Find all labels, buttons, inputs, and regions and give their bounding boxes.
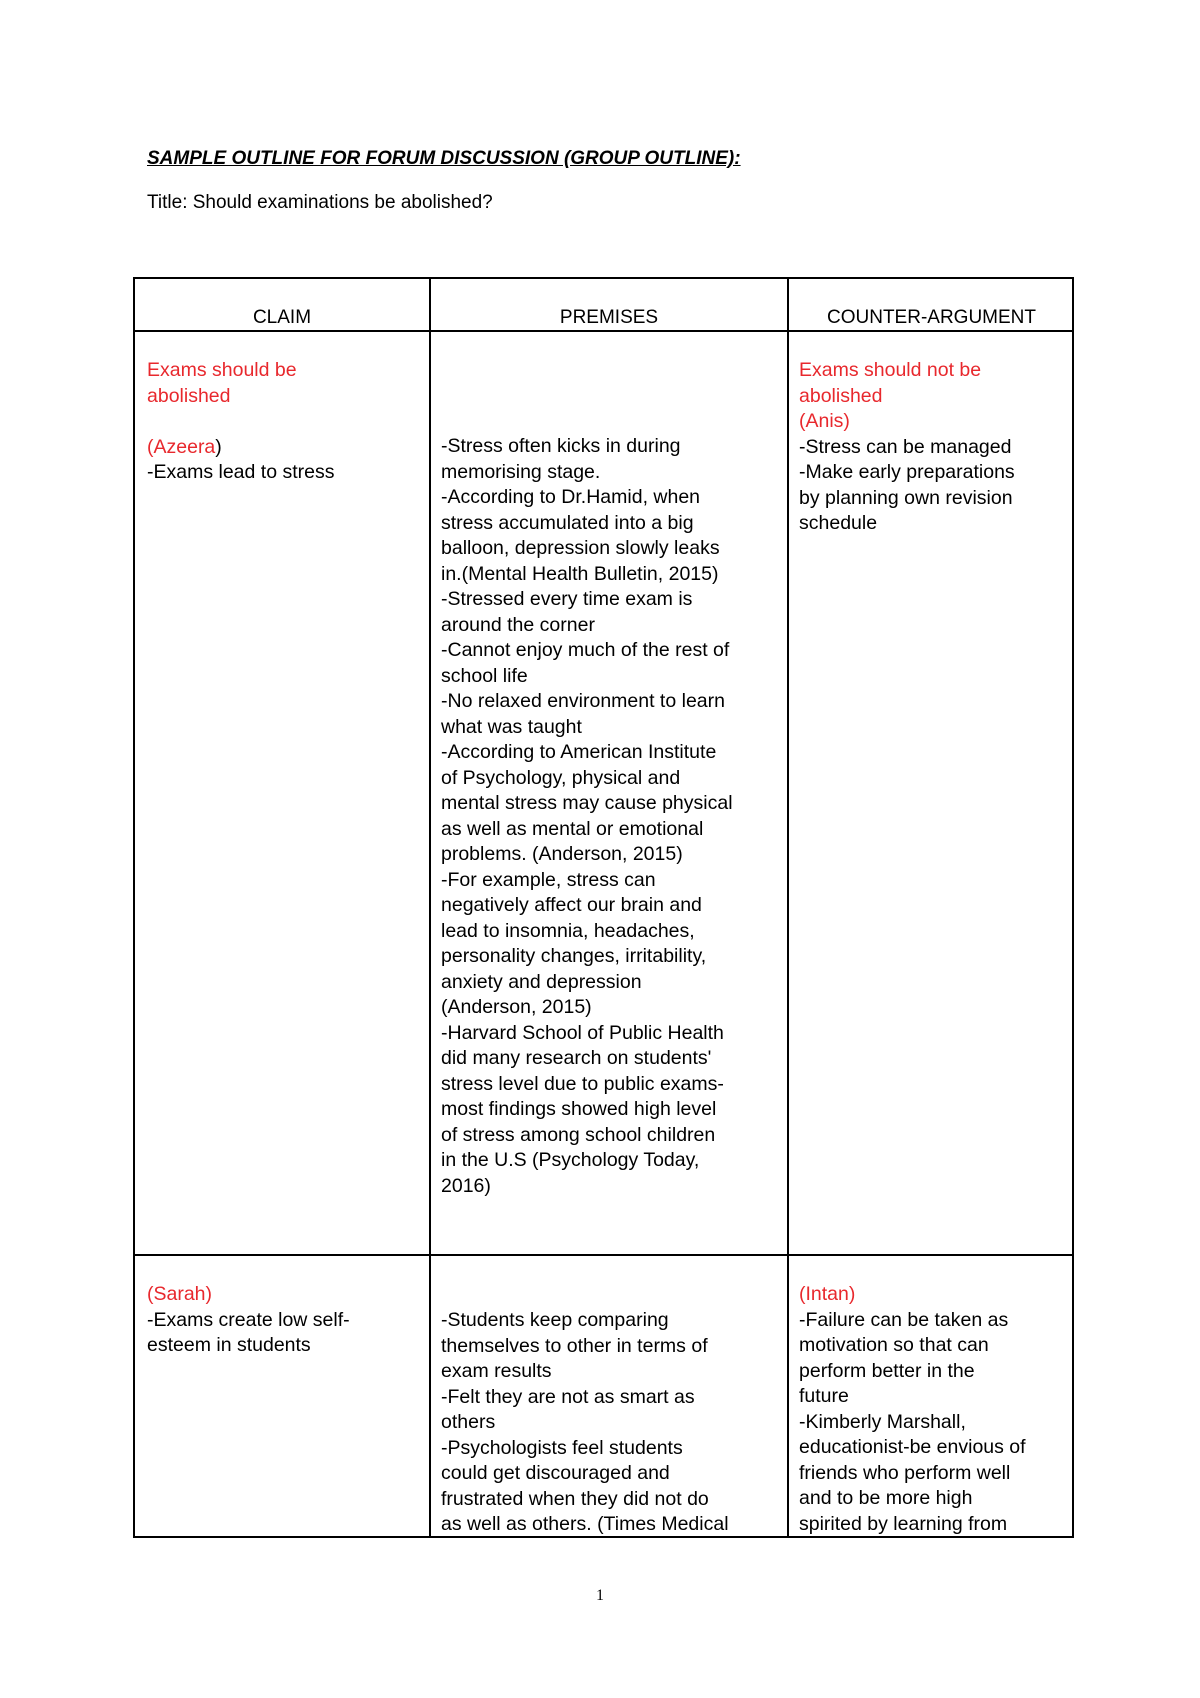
author-paren: ) [215, 435, 222, 458]
author-name: (Azeera [147, 435, 216, 458]
row-divider [135, 1254, 1072, 1256]
text-line: -No relaxed environment to learn [441, 690, 725, 712]
text-line: of Psychology, physical and [441, 766, 681, 789]
text-line: -For example, stress can [441, 868, 656, 891]
document-title: Title: Should examinations be abolished? [147, 192, 493, 213]
row1-claim-cell [147, 358, 334, 486]
text-line: problems. (Anderson, 2015) [441, 843, 683, 865]
text-line: stress level due to public exams- [441, 1072, 724, 1095]
text-line: frustrated when they did not do [441, 1487, 709, 1510]
text-line: negatively affect our brain and [441, 894, 702, 916]
claim-points [147, 1308, 350, 1359]
text-line: did many research on students' [441, 1047, 712, 1069]
text-line: -Stress can be managed [799, 435, 1012, 458]
text-line: schedule [799, 512, 878, 534]
text-line: -Exams create low self- [147, 1308, 350, 1331]
claim-stance: Exams should be [147, 359, 297, 381]
text-line: -Failure can be taken as [799, 1308, 1009, 1331]
text-line: perform better in the [799, 1359, 975, 1382]
text-line: stress accumulated into a big [441, 511, 694, 534]
text-line: school life [441, 664, 528, 687]
text-line: spirited by learning from [799, 1512, 1008, 1535]
outline-table [133, 277, 1074, 1538]
text-line: -According to American Institute [441, 741, 717, 763]
text-line: in the U.S (Psychology Today, [441, 1149, 700, 1171]
document-heading: SAMPLE OUTLINE FOR FORUM DISCUSSION (GROUP OUTLINE): [147, 148, 741, 169]
text-line: most findings showed high level [441, 1098, 717, 1120]
text-line: -Stressed every time exam is [441, 588, 693, 610]
text-line: -Students keep comparing [441, 1309, 669, 1331]
row1-counter-cell [799, 358, 1015, 537]
claim-author: (Sarah) [147, 1283, 213, 1305]
text-line: -Psychologists feel students [441, 1436, 683, 1459]
text-line: what was taught [441, 715, 582, 738]
row2-premises-cell [441, 1308, 729, 1538]
text-line: balloon, depression slowly leaks [441, 537, 720, 559]
text-line: could get discouraged and [441, 1462, 670, 1484]
header-premises: PREMISES [559, 307, 659, 328]
text-line: lead to insomnia, headaches, [441, 919, 695, 942]
text-line: personality changes, irritability, [441, 945, 707, 967]
page-number: 1 [596, 1587, 604, 1604]
text-line: friends who perform well [799, 1461, 1011, 1484]
text-line: and to be more high [799, 1487, 973, 1509]
text-line: as well as mental or emotional [441, 817, 704, 840]
text-line: -Cannot enjoy much of the rest of [441, 639, 730, 661]
counter-stance: Exams should not be [799, 359, 982, 381]
spacer [147, 409, 334, 435]
counter-points [799, 435, 1015, 537]
text-line: (Anderson, 2015) [441, 996, 592, 1018]
text-line: in.(Mental Health Bulletin, 2015) [441, 562, 719, 585]
claim-author [147, 435, 334, 461]
text-line: -According to Dr.Hamid, when [441, 486, 701, 508]
text-line: exam results [441, 1360, 552, 1382]
row1-premises-cell [441, 434, 733, 1199]
text-line: -Make early preparations [799, 461, 1015, 483]
text-line: educationist-be envious of [799, 1436, 1026, 1458]
text-line: anxiety and depression [441, 970, 642, 993]
row2-claim-cell [147, 1282, 350, 1359]
claim-point: -Exams lead to stress [147, 461, 335, 483]
text-line: as well as others. (Times Medical [441, 1513, 729, 1535]
text-line: esteem in students [147, 1334, 311, 1356]
text-line: -Harvard School of Public Health [441, 1021, 724, 1044]
text-line: themselves to other in terms of [441, 1334, 708, 1357]
column-divider [787, 279, 789, 1536]
claim-stance: abolished [147, 384, 231, 407]
text-line: 2016) [441, 1174, 491, 1197]
text-line: -Felt they are not as smart as [441, 1385, 695, 1408]
counter-author: (Intan) [799, 1283, 856, 1305]
counter-stance: abolished [799, 384, 883, 407]
text-line: -Kimberly Marshall, [799, 1410, 966, 1433]
column-divider [429, 279, 431, 1536]
text-line: mental stress may cause physical [441, 792, 733, 814]
text-line: future [799, 1385, 849, 1407]
text-line: around the corner [441, 613, 595, 636]
text-line: memorising stage. [441, 460, 601, 483]
text-line: of stress among school children [441, 1123, 716, 1146]
header-counter-argument: COUNTER-ARGUMENT [827, 307, 1036, 328]
text-line: others [441, 1411, 496, 1433]
row2-counter-cell [799, 1282, 1026, 1537]
counter-author: (Anis) [799, 410, 850, 432]
text-line: by planning own revision [799, 486, 1013, 509]
counter-points [799, 1308, 1026, 1538]
header-claim: CLAIM [252, 307, 312, 328]
text-line: motivation so that can [799, 1334, 989, 1356]
text-line: -Stress often kicks in during [441, 435, 681, 457]
row-divider [135, 330, 1072, 332]
